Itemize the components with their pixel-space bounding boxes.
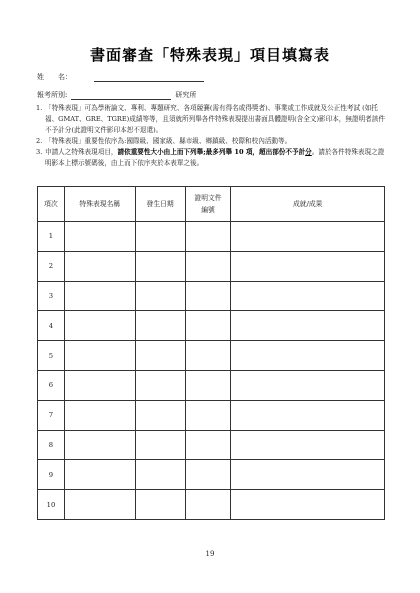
row-index: 2 (38, 251, 65, 281)
table-row (38, 490, 385, 520)
note-text: 申請人之特殊表現項目， (45, 148, 118, 156)
cell-date[interactable] (135, 400, 185, 430)
cell-name[interactable] (64, 341, 135, 371)
row-index: 6 (38, 370, 65, 400)
note-emphasis-underline: 分 (305, 148, 312, 156)
page-number: 19 (205, 550, 215, 558)
cell-name[interactable] (64, 460, 135, 490)
department-input-line[interactable] (71, 91, 171, 100)
table-row (38, 460, 385, 490)
table-row (38, 430, 385, 460)
cell-result[interactable] (231, 281, 385, 311)
header-index: 項次 (38, 187, 65, 222)
note-number: 1. (36, 104, 43, 112)
department-field-row (37, 90, 196, 100)
cell-doc-no[interactable] (185, 370, 231, 400)
instructions (36, 103, 388, 169)
table-row (38, 370, 385, 400)
cell-name[interactable] (64, 430, 135, 460)
note-text: 「特殊表現」重要性依序為:國際級、國家級、縣市級、鄉鎮級、校際和校內活動等。 (45, 137, 292, 145)
header-result: 成就/成果 (231, 187, 385, 222)
cell-name[interactable] (64, 222, 135, 252)
header-name: 特殊表現名稱 (64, 187, 135, 222)
cell-result[interactable] (231, 400, 385, 430)
table-row (38, 251, 385, 281)
cell-name[interactable] (64, 281, 135, 311)
special-performance-table (37, 186, 385, 520)
cell-result[interactable] (231, 341, 385, 371)
cell-date[interactable] (135, 370, 185, 400)
cell-doc-no[interactable] (185, 281, 231, 311)
cell-name[interactable] (64, 400, 135, 430)
cell-date[interactable] (135, 341, 185, 371)
cell-result[interactable] (231, 490, 385, 520)
cell-result[interactable] (231, 370, 385, 400)
cell-result[interactable] (231, 460, 385, 490)
header-date: 發生日期 (135, 187, 185, 222)
cell-result[interactable] (231, 222, 385, 252)
cell-date[interactable] (135, 251, 185, 281)
cell-result[interactable] (231, 311, 385, 341)
row-index: 5 (38, 341, 65, 371)
note-text-end: 。請於各件特殊表現之證明影本上標示號碼後，由上而下依序夾於本表單之後。 (45, 148, 385, 167)
table-header-row (38, 187, 385, 222)
note-emphasis: 請依重要性大小由上而下列舉;最多列舉 10 項，超出部份不予計 (117, 148, 306, 156)
cell-date[interactable] (135, 222, 185, 252)
cell-name[interactable] (64, 311, 135, 341)
note-number: 3. (36, 148, 43, 156)
cell-doc-no[interactable] (185, 251, 231, 281)
table-row (38, 341, 385, 371)
table-row (38, 222, 385, 252)
cell-doc-no[interactable] (185, 400, 231, 430)
page-title: 書面審查「特殊表現」項目填寫表 (89, 46, 330, 64)
cell-name[interactable] (64, 370, 135, 400)
header-doc-no (185, 187, 231, 222)
name-field-row (37, 72, 204, 82)
note-text: 「特殊表現」可為學術論文、專利、專題研究、各項競賽(需有得名或得獎者)、事業或工作成就及公正性考試 (如托福、GMAT、GRE、TGRE)成績等等，且須就所列舉各件特殊表現提出書面具體證明(含全文)影印本，無證明者該件不予計分(此證明文件影印本恕不退還)。 (45, 104, 385, 134)
cell-date[interactable] (135, 430, 185, 460)
note-item (36, 103, 388, 136)
row-index: 9 (38, 460, 65, 490)
row-index: 3 (38, 281, 65, 311)
cell-doc-no[interactable] (185, 490, 231, 520)
note-item (36, 147, 388, 169)
cell-result[interactable] (231, 430, 385, 460)
name-label: 姓 名： (37, 73, 72, 81)
note-item (36, 136, 388, 147)
cell-name[interactable] (64, 490, 135, 520)
cell-date[interactable] (135, 311, 185, 341)
row-index: 1 (38, 222, 65, 252)
table-row (38, 281, 385, 311)
row-index: 8 (38, 430, 65, 460)
table-row (38, 311, 385, 341)
cell-name[interactable] (64, 251, 135, 281)
cell-result[interactable] (231, 251, 385, 281)
note-number: 2. (36, 137, 43, 145)
cell-doc-no[interactable] (185, 311, 231, 341)
cell-doc-no[interactable] (185, 460, 231, 490)
row-index: 4 (38, 311, 65, 341)
cell-date[interactable] (135, 460, 185, 490)
cell-date[interactable] (135, 281, 185, 311)
row-index: 10 (38, 490, 65, 520)
cell-doc-no[interactable] (185, 222, 231, 252)
name-input-line[interactable] (94, 73, 204, 82)
row-index: 7 (38, 400, 65, 430)
cell-doc-no[interactable] (185, 341, 231, 371)
table-row (38, 400, 385, 430)
department-label: 報考所別: (37, 91, 68, 99)
department-suffix: 研究所 (175, 91, 197, 99)
cell-doc-no[interactable] (185, 430, 231, 460)
header-doc-no-label: 證明文件編號 (194, 194, 222, 214)
cell-date[interactable] (135, 490, 185, 520)
